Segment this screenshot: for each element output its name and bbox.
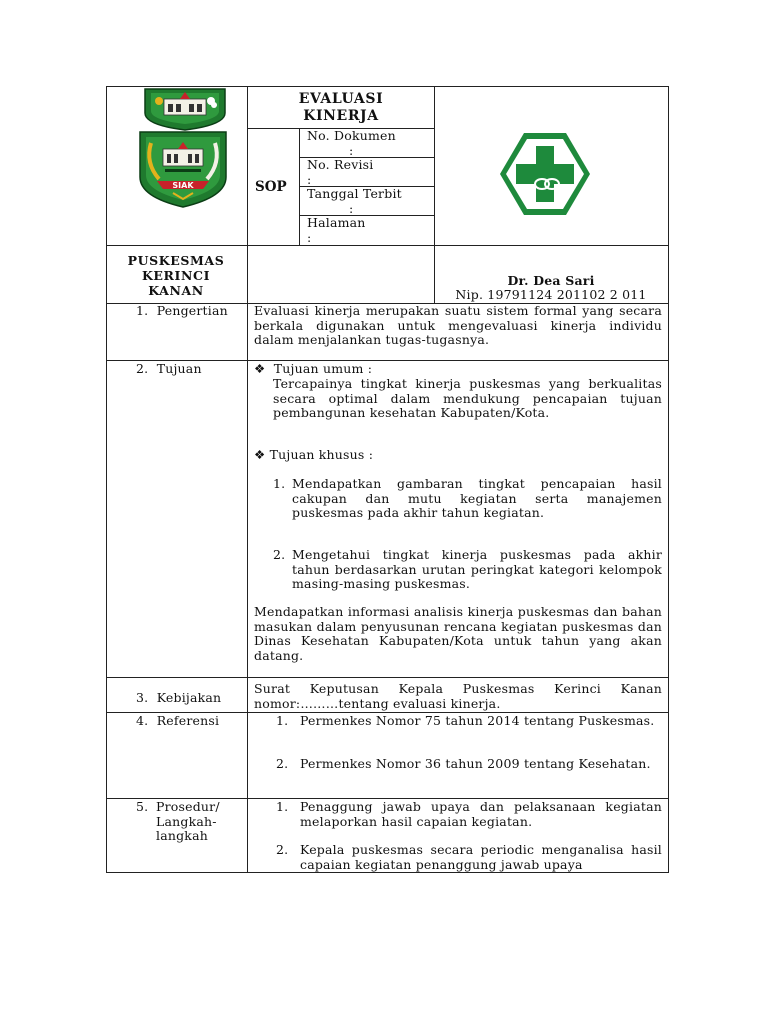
- document-title: EVALUASI KINERJA: [298, 91, 384, 124]
- sop-label: SOP: [255, 179, 287, 195]
- doc-field-halaman: Halaman :: [307, 215, 366, 245]
- section-4-label: 4. Referensi: [136, 713, 220, 728]
- diamond-bullet-icon: ❖: [254, 361, 266, 376]
- section-3-text: Surat Keputusan Kepala Puskesmas Kerinci Kanan nomor:………tentang evaluasi kinerja.: [254, 681, 662, 711]
- referensi-item-2: 2. Permenkes Nomor 36 tahun 2009 tentang Kesehatan.: [276, 756, 651, 771]
- tujuan-khusus-item-1: 1. Mendapatkan gambaran tingkat pencapaian hasil cakupan dan mutu kegiatan serta manajemen puskesmas pada akhir tahun kegiatan.: [273, 476, 662, 520]
- siak-logo: [137, 129, 229, 209]
- tujuan-khusus-heading: ❖ Tujuan khusus :: [254, 447, 374, 462]
- prosedur-item-2: 2. Kepala puskesmas secara periodic menganalisa hasil capaian kegiatan penanggung jawab upaya: [276, 842, 662, 872]
- section-1-label: 1. Pengertian: [136, 303, 228, 318]
- signatory-nip: Nip. 19791124 201102 2 011: [455, 287, 647, 302]
- doc-field-tanggal-terbit: Tanggal Terbit :: [307, 186, 402, 216]
- referensi-item-1: 1. Permenkes Nomor 75 tahun 2014 tentang Puskesmas.: [276, 713, 655, 728]
- section-1-text: Evaluasi kinerja merupakan suatu sistem formal yang secara berkala digunakan untuk mengevaluasi kinerja individu dalam menjalankan tugas-tugasnya.: [254, 303, 662, 347]
- tujuan-khusus-item-2: 2. Mengetahui tingkat kinerja puskesmas pada akhir tahun berdasarkan urutan peringkat kategori kelompok masing-masing puskesmas.: [273, 547, 662, 591]
- doc-field-nomor-revisi: No. Revisi :: [307, 157, 374, 187]
- siak-logo-text: SIAK: [172, 181, 194, 190]
- organization-name: PUSKESMAS KERINCI KANAN: [127, 253, 225, 298]
- section-5-label: 5. Prosedur/ Langkah- langkah: [136, 799, 220, 843]
- puskesmas-logo: [498, 131, 592, 217]
- signatory-name: Dr. Dea Sari: [507, 273, 595, 288]
- section-3-label: 3. Kebijakan: [136, 690, 222, 705]
- tujuan-umum-text: Tercapainya tingkat kinerja puskesmas yang berkualitas secara optimal dalam mendukung pencapaian tujuan pembangunan kesehatan Kabupaten/Kota.: [273, 376, 662, 420]
- tujuan-closing-text: Mendapatkan informasi analisis kinerja puskesmas dan bahan masukan dalam penyusunan rencana kegiatan puskesmas dan Dinas Kesehatan Kabupaten/Kota untuk tahun yang akan datang.: [254, 604, 662, 663]
- diamond-bullet-icon: ❖: [254, 447, 266, 462]
- section-2-label: 2. Tujuan: [136, 361, 202, 376]
- siak-logo-top: [142, 87, 228, 131]
- tujuan-umum-heading: ❖ Tujuan umum :: [254, 361, 373, 376]
- prosedur-item-1: 1. Penaggung jawab upaya dan pelaksanaan kegiatan melaporkan hasil capaian kegiatan.: [276, 799, 662, 829]
- doc-field-nomor-dokumen: No. Dokumen :: [307, 128, 396, 158]
